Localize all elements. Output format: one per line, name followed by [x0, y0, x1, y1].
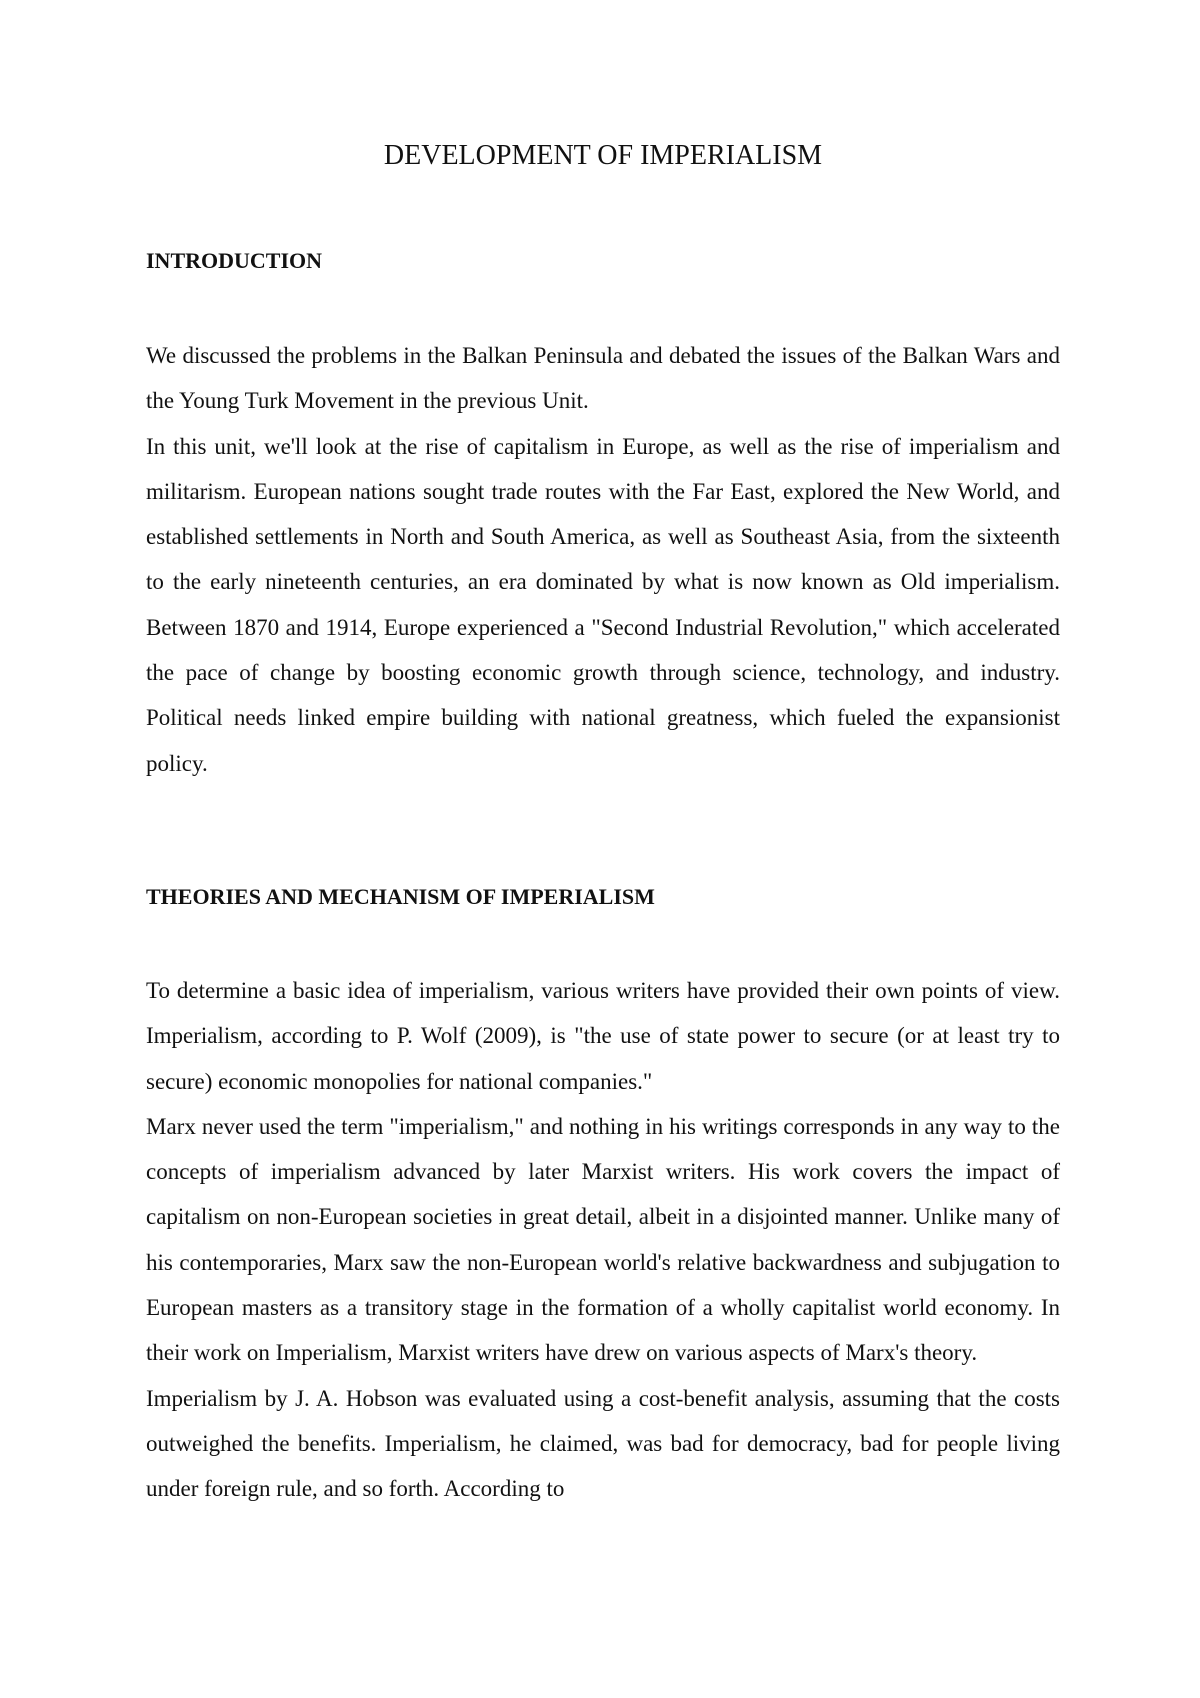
section-body-theories: [146, 968, 1060, 1512]
document-title: DEVELOPMENT OF IMPERIALISM: [383, 140, 823, 171]
paragraph: In this unit, we'll look at the rise of capitalism in Europe, as well as the rise of imperialism and militarism. European nations sought trade routes with the Far East, explored the New World, and established settlements in North and South America, as well as Southeast Asia, from the sixteenth to the early nineteenth centuries, an era dominated by what is now known as Old imperialism. Between 1870 and 1914, Europe experienced a "Second Industrial Revolution," which accelerated the pace of change by boosting economic growth through science, technology, and industry. Political needs linked empire building with national greatness, which fueled the expansionist policy.: [146, 433, 1060, 776]
section-heading-theories: THEORIES AND MECHANISM OF IMPERIALISM: [146, 884, 655, 909]
paragraph: Marx never used the term "imperialism," and nothing in his writings corresponds in any way to the concepts of imperialism advanced by later Marxist writers. His work covers the impact of capitalism on non-European societies in great detail, albeit in a disjointed manner. Unlike many of his contemporaries, Marx saw the non-European world's relative backwardness and subjugation to European masters as a transitory stage in the formation of a wholly capitalist world economy. In their work on Imperialism, Marxist writers have drew on various aspects of Marx's theory.: [146, 1113, 1060, 1366]
paragraph: We discussed the problems in the Balkan Peninsula and debated the issues of the Balkan Wars and the Young Turk Movement in the previous Unit.: [146, 343, 1060, 414]
paragraph: Imperialism by J. A. Hobson was evaluated using a cost-benefit analysis, assuming that the costs outweighed the benefits. Imperialism, he claimed, was bad for democracy, bad for people living under foreign rule, and so forth. According to: [146, 1385, 1060, 1502]
section-body-introduction: [146, 333, 1060, 786]
paragraph: To determine a basic idea of imperialism, various writers have provided their own points of view. Imperialism, according to P. Wolf (2009), is "the use of state power to secure (or at least try to secure) economic monopolies for national companies.": [146, 978, 1060, 1094]
section-heading-introduction: INTRODUCTION: [146, 248, 323, 273]
